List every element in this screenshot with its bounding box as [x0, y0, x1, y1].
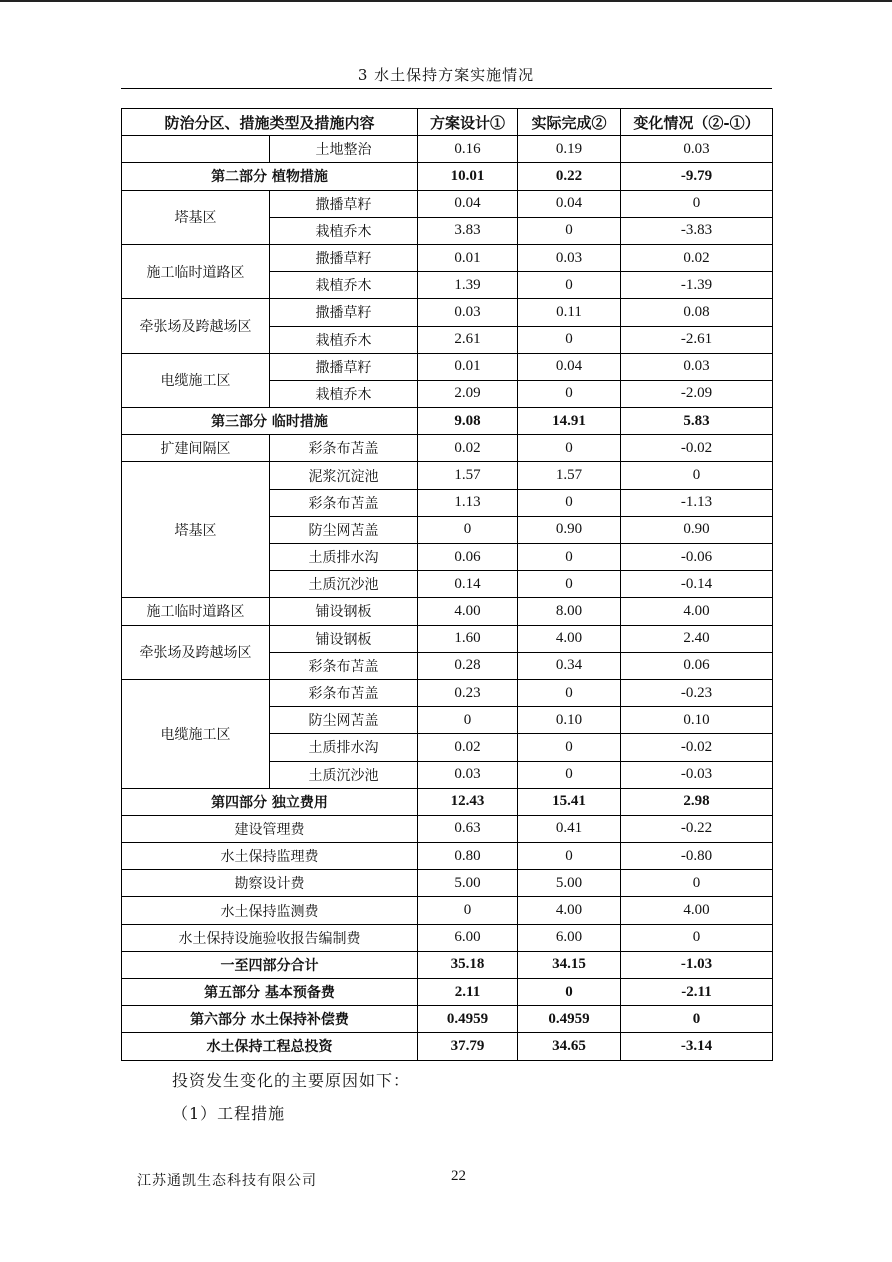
measure-cell: 撒播草籽 — [270, 244, 418, 271]
design-cell: 0.01 — [418, 244, 518, 271]
measure-cell: 土质排水沟 — [270, 544, 418, 571]
item-label: 建设管理费 — [122, 815, 418, 842]
table-row — [122, 136, 773, 163]
measure-cell: 土质沉沙池 — [270, 571, 418, 598]
measure-cell: 铺设钢板 — [270, 598, 418, 625]
design-cell: 6.00 — [418, 924, 518, 951]
change-cell: -0.03 — [621, 761, 773, 788]
measure-cell: 栽植乔木 — [270, 380, 418, 407]
measure-cell: 彩条布苫盖 — [270, 435, 418, 462]
actual-cell: 0.04 — [518, 190, 621, 217]
design-cell: 2.11 — [418, 979, 518, 1006]
measure-cell: 泥浆沉淀池 — [270, 462, 418, 489]
actual-cell: 0.34 — [518, 652, 621, 679]
change-cell: 0.06 — [621, 652, 773, 679]
actual-cell: 0 — [518, 380, 621, 407]
change-cell: 4.00 — [621, 598, 773, 625]
table-row — [122, 870, 773, 897]
table-row — [122, 598, 773, 625]
actual-cell: 0 — [518, 272, 621, 299]
actual-cell: 0 — [518, 489, 621, 516]
actual-cell: 0.4959 — [518, 1006, 621, 1033]
actual-cell: 0 — [518, 544, 621, 571]
table-row — [122, 190, 773, 217]
actual-cell: 0 — [518, 979, 621, 1006]
design-cell: 2.09 — [418, 380, 518, 407]
actual-cell: 0 — [518, 761, 621, 788]
measure-cell: 栽植乔木 — [270, 326, 418, 353]
zone-cell: 牵张场及跨越场区 — [122, 299, 270, 353]
actual-cell: 4.00 — [518, 897, 621, 924]
measure-cell: 防尘网苫盖 — [270, 516, 418, 543]
zone-cell-empty — [122, 136, 270, 163]
body-paragraph: 投资发生变化的主要原因如下： — [172, 1071, 411, 1090]
column-header: 实际完成② — [518, 109, 621, 136]
actual-cell: 0 — [518, 217, 621, 244]
design-cell: 3.83 — [418, 217, 518, 244]
zone-cell: 施工临时道路区 — [122, 244, 270, 298]
change-cell: -2.09 — [621, 380, 773, 407]
section-label: 第四部分 独立费用 — [122, 788, 418, 815]
page-number: 22 — [451, 1168, 466, 1184]
design-cell: 1.13 — [418, 489, 518, 516]
measure-cell: 土质排水沟 — [270, 734, 418, 761]
page-header-title: 3 水土保持方案实施情况 — [357, 66, 535, 84]
actual-cell: 15.41 — [518, 788, 621, 815]
change-cell: -0.80 — [621, 843, 773, 870]
change-cell: 0.03 — [621, 136, 773, 163]
column-header: 方案设计① — [418, 109, 518, 136]
measure-cell: 土质沉沙池 — [270, 761, 418, 788]
design-cell: 0.23 — [418, 679, 518, 706]
design-cell: 0.4959 — [418, 1006, 518, 1033]
change-cell: -0.22 — [621, 815, 773, 842]
measure-cell: 撒播草籽 — [270, 299, 418, 326]
measure-cell: 土地整治 — [270, 136, 418, 163]
table-section-row — [122, 979, 773, 1006]
table-row — [122, 244, 773, 271]
investment-comparison-table — [121, 108, 773, 1061]
change-cell: 0 — [621, 1006, 773, 1033]
measure-cell: 铺设钢板 — [270, 625, 418, 652]
zone-cell: 电缆施工区 — [122, 353, 270, 407]
item-label: 勘察设计费 — [122, 870, 418, 897]
section-label: 第二部分 植物措施 — [122, 163, 418, 190]
measure-cell: 彩条布苫盖 — [270, 489, 418, 516]
actual-cell: 0 — [518, 326, 621, 353]
section-label: 一至四部分合计 — [122, 951, 418, 978]
table-row — [122, 897, 773, 924]
actual-cell: 1.57 — [518, 462, 621, 489]
table-total-row — [122, 951, 773, 978]
change-cell: -0.06 — [621, 544, 773, 571]
design-cell: 0 — [418, 897, 518, 924]
design-cell: 37.79 — [418, 1033, 518, 1060]
change-cell: -0.02 — [621, 734, 773, 761]
table-grand-total-row — [122, 1033, 773, 1060]
actual-cell: 0.19 — [518, 136, 621, 163]
actual-cell: 0 — [518, 843, 621, 870]
actual-cell: 0.03 — [518, 244, 621, 271]
design-cell: 0.28 — [418, 652, 518, 679]
table-row — [122, 815, 773, 842]
change-cell: -1.03 — [621, 951, 773, 978]
change-cell: 4.00 — [621, 897, 773, 924]
actual-cell: 34.15 — [518, 951, 621, 978]
change-cell: 0.02 — [621, 244, 773, 271]
section-label: 第五部分 基本预备费 — [122, 979, 418, 1006]
design-cell: 0.02 — [418, 435, 518, 462]
change-cell: -0.14 — [621, 571, 773, 598]
measure-cell: 撒播草籽 — [270, 353, 418, 380]
design-cell: 1.60 — [418, 625, 518, 652]
table-row — [122, 435, 773, 462]
design-cell: 0.02 — [418, 734, 518, 761]
table-row — [122, 625, 773, 652]
table-section-row — [122, 788, 773, 815]
item-label: 水土保持设施验收报告编制费 — [122, 924, 418, 951]
section-label: 水土保持工程总投资 — [122, 1033, 418, 1060]
change-cell: -2.61 — [621, 326, 773, 353]
actual-cell: 0 — [518, 734, 621, 761]
zone-cell: 牵张场及跨越场区 — [122, 625, 270, 679]
measure-cell: 栽植乔木 — [270, 272, 418, 299]
change-cell: -1.39 — [621, 272, 773, 299]
design-cell: 0.80 — [418, 843, 518, 870]
zone-cell: 塔基区 — [122, 462, 270, 598]
table-row — [122, 679, 773, 706]
actual-cell: 0 — [518, 435, 621, 462]
design-cell: 0.06 — [418, 544, 518, 571]
change-cell: -3.14 — [621, 1033, 773, 1060]
change-cell: 2.40 — [621, 625, 773, 652]
change-cell: 0 — [621, 870, 773, 897]
design-cell: 5.00 — [418, 870, 518, 897]
design-cell: 10.01 — [418, 163, 518, 190]
table-section-row — [122, 163, 773, 190]
table-row — [122, 843, 773, 870]
zone-cell: 施工临时道路区 — [122, 598, 270, 625]
change-cell: 2.98 — [621, 788, 773, 815]
actual-cell: 4.00 — [518, 625, 621, 652]
item-label: 水土保持监测费 — [122, 897, 418, 924]
table-row — [122, 462, 773, 489]
column-header: 防治分区、措施类型及措施内容 — [122, 109, 418, 136]
design-cell: 0.04 — [418, 190, 518, 217]
top-border-line — [0, 0, 892, 2]
change-cell: -2.11 — [621, 979, 773, 1006]
design-cell: 9.08 — [418, 408, 518, 435]
table-header-row — [122, 109, 773, 136]
design-cell: 0.03 — [418, 761, 518, 788]
section-label: 第三部分 临时措施 — [122, 408, 418, 435]
change-cell: -0.23 — [621, 679, 773, 706]
change-cell: -9.79 — [621, 163, 773, 190]
change-cell: 0.10 — [621, 707, 773, 734]
design-cell: 0.63 — [418, 815, 518, 842]
body-paragraph: （1）工程措施 — [172, 1104, 286, 1123]
actual-cell: 5.00 — [518, 870, 621, 897]
actual-cell: 0.41 — [518, 815, 621, 842]
design-cell: 35.18 — [418, 951, 518, 978]
zone-cell: 塔基区 — [122, 190, 270, 244]
actual-cell: 34.65 — [518, 1033, 621, 1060]
actual-cell: 0.11 — [518, 299, 621, 326]
measure-cell: 栽植乔木 — [270, 217, 418, 244]
change-cell: 0 — [621, 924, 773, 951]
design-cell: 0.16 — [418, 136, 518, 163]
measure-cell: 彩条布苫盖 — [270, 652, 418, 679]
change-cell: 0 — [621, 462, 773, 489]
change-cell: 0.08 — [621, 299, 773, 326]
design-cell: 2.61 — [418, 326, 518, 353]
design-cell: 0.14 — [418, 571, 518, 598]
measure-cell: 防尘网苫盖 — [270, 707, 418, 734]
change-cell: -3.83 — [621, 217, 773, 244]
design-cell: 12.43 — [418, 788, 518, 815]
measure-cell: 彩条布苫盖 — [270, 679, 418, 706]
column-header: 变化情况（②-①） — [621, 109, 773, 136]
table-section-row — [122, 1006, 773, 1033]
actual-cell: 0.10 — [518, 707, 621, 734]
design-cell: 0 — [418, 707, 518, 734]
zone-cell: 扩建间隔区 — [122, 435, 270, 462]
design-cell: 4.00 — [418, 598, 518, 625]
actual-cell: 8.00 — [518, 598, 621, 625]
actual-cell: 14.91 — [518, 408, 621, 435]
actual-cell: 0.22 — [518, 163, 621, 190]
design-cell: 1.39 — [418, 272, 518, 299]
change-cell: 0 — [621, 190, 773, 217]
actual-cell: 0.04 — [518, 353, 621, 380]
actual-cell: 0 — [518, 571, 621, 598]
change-cell: -1.13 — [621, 489, 773, 516]
actual-cell: 0 — [518, 679, 621, 706]
item-label: 水土保持监理费 — [122, 843, 418, 870]
table-row — [122, 299, 773, 326]
header-rule — [121, 88, 772, 89]
change-cell: -0.02 — [621, 435, 773, 462]
footer-company: 江苏通凯生态科技有限公司 — [137, 1173, 317, 1189]
measure-cell: 撒播草籽 — [270, 190, 418, 217]
design-cell: 1.57 — [418, 462, 518, 489]
design-cell: 0 — [418, 516, 518, 543]
actual-cell: 0.90 — [518, 516, 621, 543]
design-cell: 0.03 — [418, 299, 518, 326]
change-cell: 0.90 — [621, 516, 773, 543]
table-row — [122, 353, 773, 380]
zone-cell: 电缆施工区 — [122, 679, 270, 788]
design-cell: 0.01 — [418, 353, 518, 380]
table-section-row — [122, 408, 773, 435]
section-label: 第六部分 水土保持补偿费 — [122, 1006, 418, 1033]
change-cell: 0.03 — [621, 353, 773, 380]
change-cell: 5.83 — [621, 408, 773, 435]
table-row — [122, 924, 773, 951]
actual-cell: 6.00 — [518, 924, 621, 951]
